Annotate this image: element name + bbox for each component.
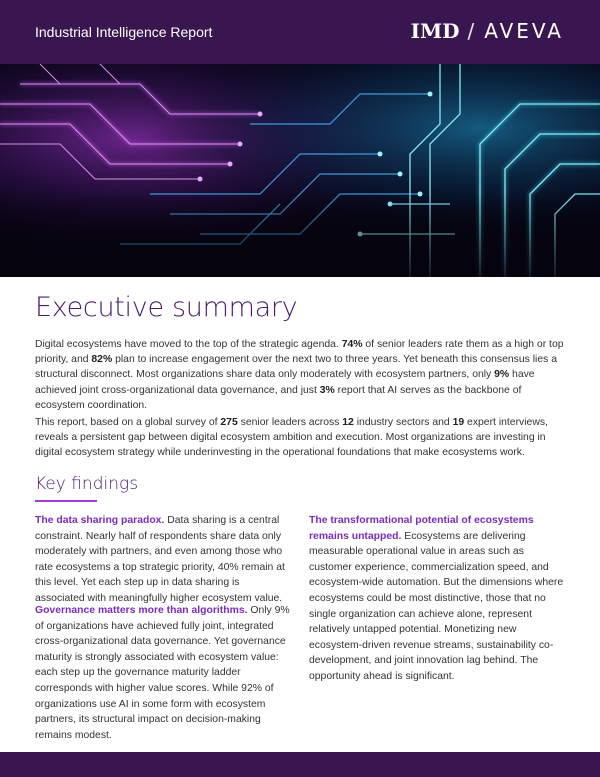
logo-aveva: AVEVA (484, 19, 564, 43)
imd-aveva-logo (411, 19, 564, 43)
summary-paragraph-2: This report, based on a global survey of 275 senior leaders across 12 industry sectors and 19 expert interviews, reveals a persistent gap between digital ecosystem ambition and execution. Most organizations are investing in digital ecosystem strategy while underinvesting in the operational foundations that make ecosystems work. (35, 417, 548, 459)
finding-data-sharing: The data sharing paradox. Data sharing is a central constraint. Nearly half of respondents share data only moderately with partners, and even among those who rate ecosystems a top strategic priority, 40% remain at this level. Yet each step up in data sharing is associated with meaningfully higher ecosystem value. (35, 515, 285, 604)
hero-circuit-image (0, 64, 600, 277)
summary-paragraph-1: Digital ecosystems have moved to the top of the strategic agenda. 74% of senior leaders rate them as a high or top priority, and 82% plan to increase engagement over the next two to three years. Yet beneath this consensus lies a structural disconnect. Most organizations share data only moderately with ecosystem partners, only 9% have achieved joint cross-organizational data governance, and just 3% report that AI serves as the backbone of ecosystem coordination. (35, 339, 564, 411)
logo-separator: / (467, 19, 477, 43)
page-footer-bar (0, 752, 600, 777)
logo-imd: IMD (410, 19, 460, 43)
heading-underline (35, 500, 97, 502)
circuit-board-illustration (0, 64, 600, 277)
key-findings-heading: Key findings (35, 474, 139, 494)
report-header (0, 0, 600, 64)
executive-summary-heading: Executive summary (35, 292, 298, 323)
finding-transformational-potential: The transformational potential of ecosystems remains untapped. Ecosystems are delivering measurable operational value in areas such as customer experience, commercialization speed, and ecosystem-wide automation. But the dimensions where ecosystems could be most distinctive, those that no single organization can achieve alone, represent relatively untapped potential. Monetizing new ecosystem-driven revenue streams, sustainability co-development, and joint innovation lag behind. The opportunity ahead is significant. (309, 515, 564, 682)
report-title: Industrial Intelligence Report (35, 24, 213, 40)
finding-governance: Governance matters more than algorithms. Only 9% of organizations have achieved fully joint, integrated cross-organizational data governance. Yet governance maturity is strongly associated with ecosystem value: each step up the governance maturity ladder corresponds with higher value scores. While 92% of organizations use AI in some form with ecosystem partners, its structural impact on decision-making remains modest. (35, 605, 290, 741)
